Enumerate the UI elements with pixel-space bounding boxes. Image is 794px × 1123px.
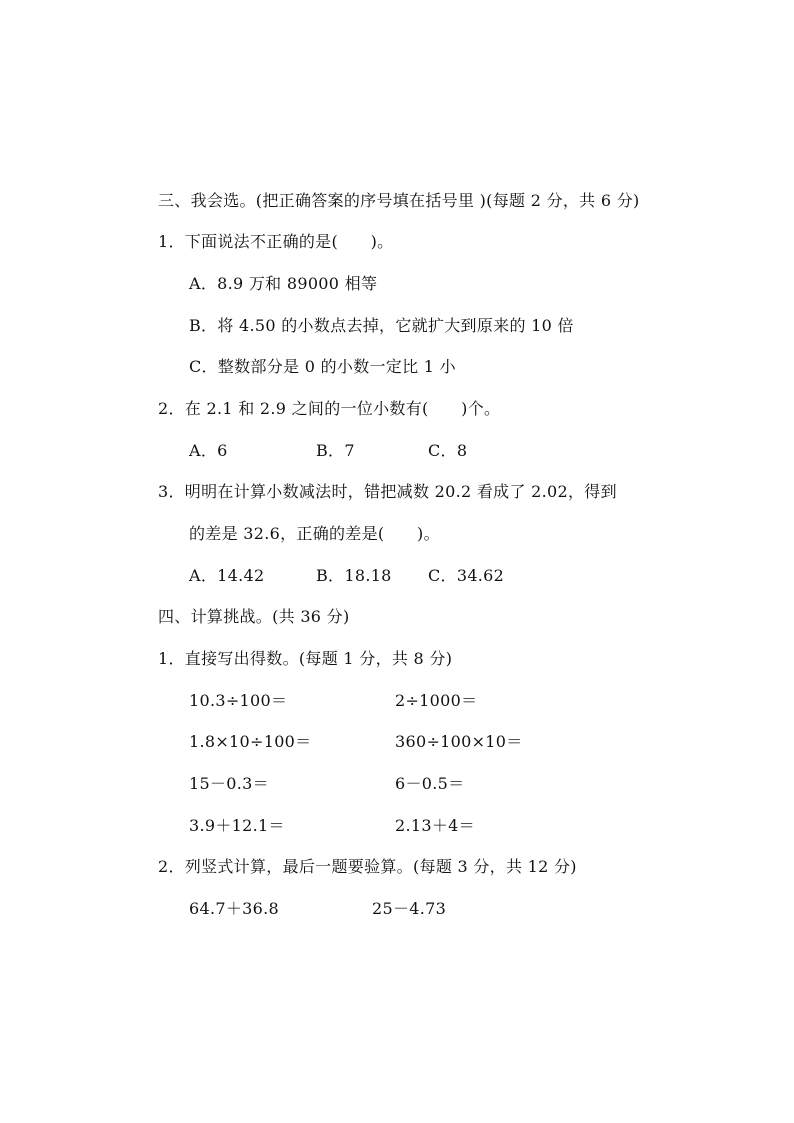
q1-option-a: A．8.9 万和 89000 相等: [189, 274, 378, 293]
section3-title: 三、我会选。(把正确答案的序号填在括号里 )(每题 2 分，共 6 分): [158, 191, 640, 210]
q2-option-c: C．8: [428, 441, 468, 460]
calc-item: 360÷100×10＝: [395, 732, 523, 751]
vertical-calc-item: 64.7＋36.8: [189, 899, 279, 918]
calc-item: 6－0.5＝: [395, 774, 465, 793]
q3-option-a: A．14.42: [189, 566, 265, 585]
calc-item: 15－0.3＝: [189, 774, 269, 793]
q3-option-b: B．18.18: [316, 566, 392, 585]
q3-stem-line1: 3．明明在计算小数减法时，错把减数 20.2 看成了 2.02，得到: [158, 482, 617, 501]
calc-item: 3.9＋12.1＝: [189, 816, 285, 835]
calc-item: 2÷1000＝: [395, 691, 478, 710]
q3-option-c: C．34.62: [428, 566, 505, 585]
calc-item: 10.3÷100＝: [189, 691, 288, 710]
q1-stem: 1．下面说法不正确的是( )。: [158, 232, 394, 251]
calc-q1-stem: 1．直接写出得数。(每题 1 分，共 8 分): [158, 649, 453, 668]
q1-option-b: B．将 4.50 的小数点去掉，它就扩大到原来的 10 倍: [189, 316, 574, 335]
calc-q2-stem: 2．列竖式计算，最后一题要验算。(每题 3 分，共 12 分): [158, 857, 577, 876]
q2-option-a: A．6: [189, 441, 228, 460]
q2-stem: 2．在 2.1 和 2.9 之间的一位小数有( )个。: [158, 399, 501, 418]
section4-title: 四、计算挑战。(共 36 分): [158, 607, 350, 626]
calc-item: 2.13＋4＝: [395, 816, 475, 835]
q2-option-b: B．7: [316, 441, 355, 460]
q3-stem-line2: 的差是 32.6，正确的差是( )。: [189, 524, 440, 543]
vertical-calc-item: 25－4.73: [372, 899, 447, 918]
q1-option-c: C．整数部分是 0 的小数一定比 1 小: [189, 357, 456, 376]
calc-item: 1.8×10÷100＝: [189, 732, 312, 751]
